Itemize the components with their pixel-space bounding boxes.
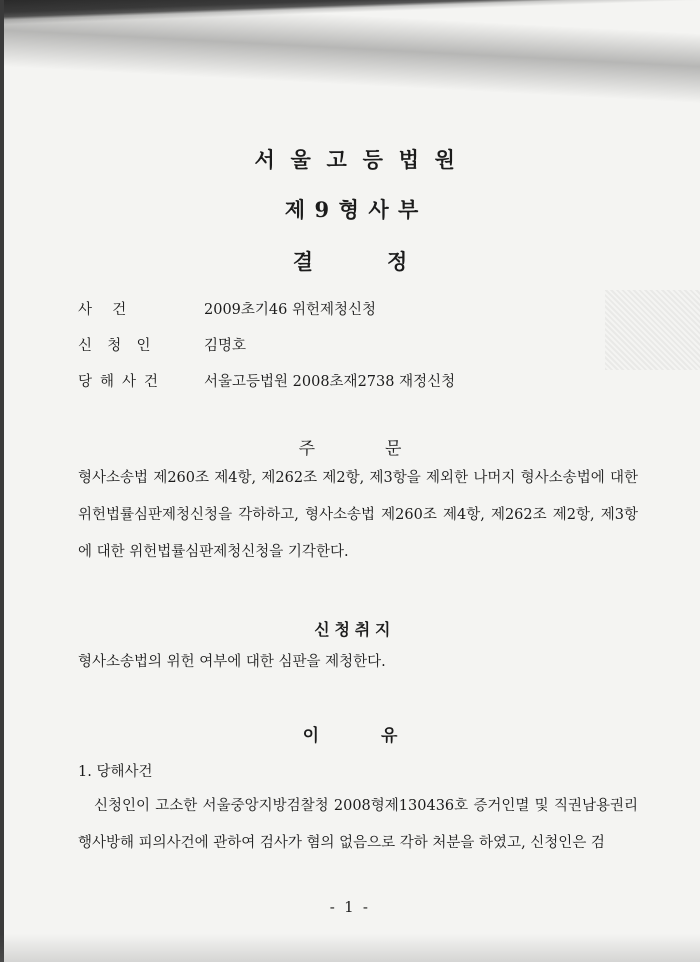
court-name: 서울고등법원 [254, 147, 471, 172]
reason-heading-char-2: 유 [381, 726, 398, 746]
division-name: 제9형사부 [284, 197, 428, 222]
underlying-case-value: 서울고등법원 2008초재2738 재정신청 [204, 374, 456, 390]
underlying-case-label: 당해사건 [78, 374, 166, 390]
document-type-char-1: 결 [292, 249, 313, 274]
scan-bottom-noise [0, 934, 700, 962]
reason-heading [0, 721, 700, 746]
order-heading-char-2: 문 [385, 439, 402, 459]
case-row [78, 298, 376, 319]
applicant-value: 김명호 [204, 338, 247, 354]
document-type-char-2: 정 [387, 249, 408, 274]
section-1-text: 신청인이 고소한 서울중앙지방검찰청 2008형제130436호 증거인멸 및 직권남용권리행사방해 피의사건에 관하여 검사가 혐의 없음으로 각하 처분을 하였고, 신청인은 검 [78, 798, 638, 851]
underlying-case-row [78, 370, 455, 391]
case-value: 2009초기46 위헌제청신청 [204, 302, 377, 318]
purpose-text: 형사소송법의 위헌 여부에 대한 심판을 제청한다. [78, 654, 386, 670]
document-type [0, 246, 700, 276]
case-label: 사건 [78, 302, 147, 318]
order-heading [0, 434, 700, 459]
scan-speckle [605, 290, 700, 370]
scan-shadow-band [0, 0, 700, 130]
order-heading-char-1: 주 [298, 439, 315, 459]
reason-heading-char-1: 이 [302, 726, 319, 746]
purpose-heading: 신청취지 [314, 620, 396, 639]
applicant-row [78, 334, 246, 355]
page-number: - 1 - [329, 898, 371, 916]
order-text: 형사소송법 제260조 제4항, 제262조 제2항, 제3항을 제외한 나머지 형사소송법에 대한 위헌법률심판제청신청을 각하하고, 형사소송법 제260조 제4항, 제262조 제2항, 제3항에 대한 위헌법률심판제청신청을 기각한다. [78, 470, 638, 560]
section-1-title: 1. 당해사건 [78, 764, 153, 780]
applicant-label: 신청인 [78, 338, 166, 354]
